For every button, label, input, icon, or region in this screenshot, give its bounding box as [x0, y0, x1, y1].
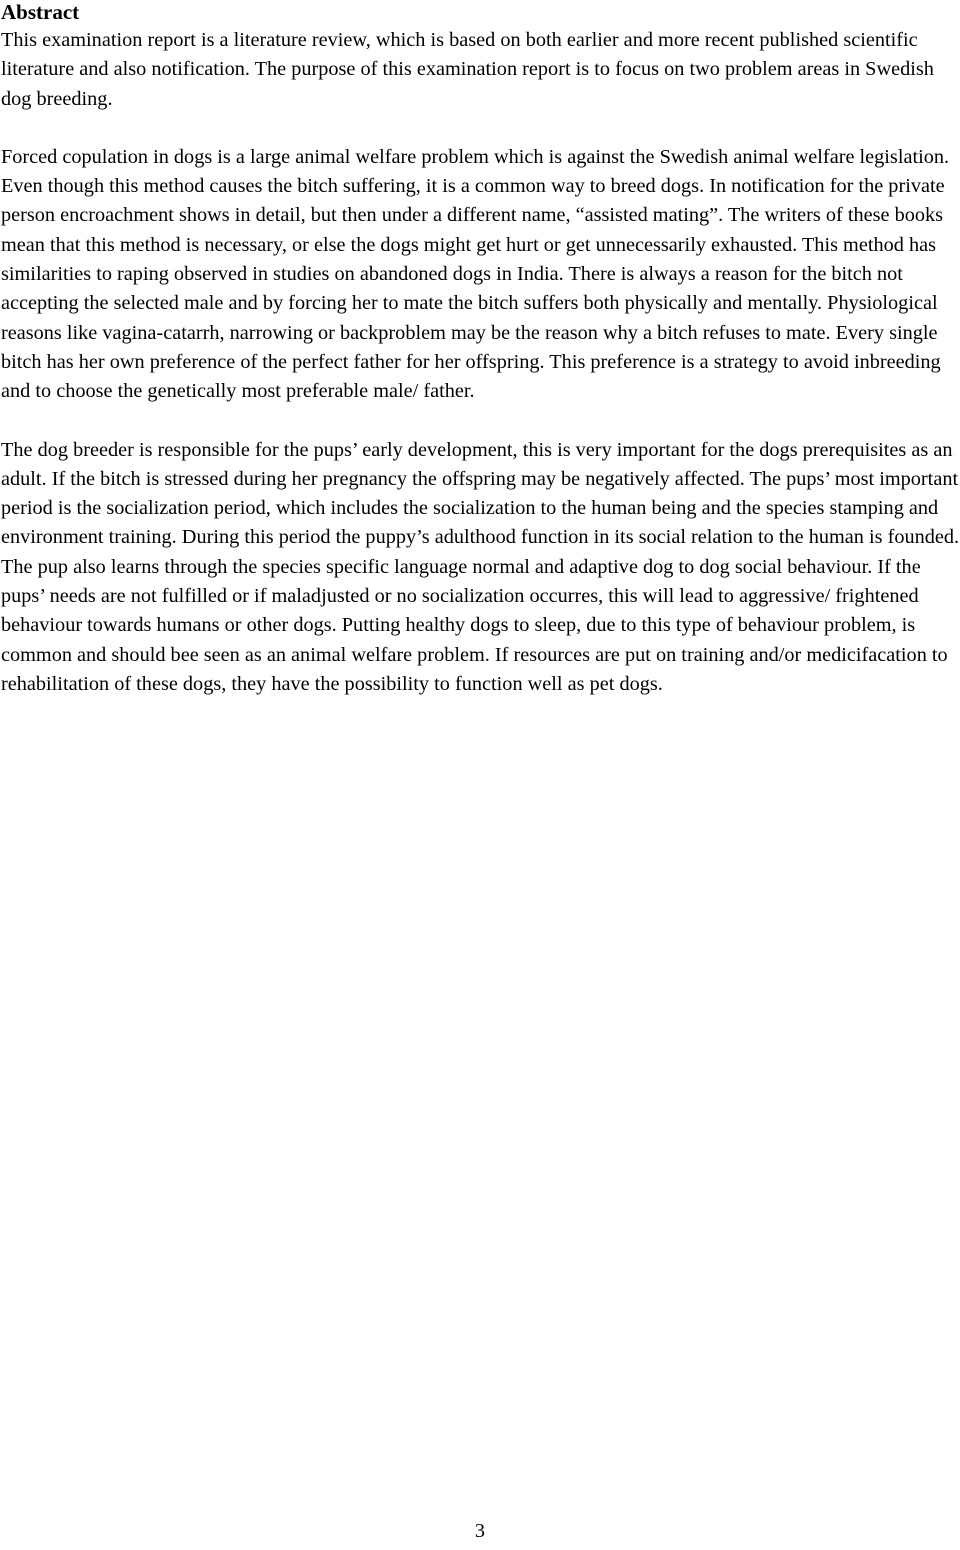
- page-number: 3: [474, 1520, 486, 1542]
- document-body: [1, 0, 960, 699]
- abstract-paragraph-socialization: The dog breeder is responsible for the pups’ early development, this is very important for the dogs prerequisites as an adult. If the bitch is stressed during her pregnancy the offspring may be negatively affected. The pups’ most important period is the socialization period, which includes the socialization to the human being and the species stamping and environment training. During this period the puppy’s adulthood function in its social relation to the human is founded. The pup also learns through the species specific language normal and adaptive dog to dog social behaviour. If the pups’ needs are not fulfilled or if maladjusted or no socialization occurres, this will lead to aggressive/ frightened behaviour towards humans or other dogs. Putting healthy dogs to sleep, due to this type of behaviour problem, is common and should bee seen as an animal welfare problem. If resources are put on training and/or medicifacation to rehabilitation of these dogs, they have the possibility to function well as pet dogs.: [1, 438, 960, 695]
- abstract-paragraph-forced-copulation: Forced copulation in dogs is a large animal welfare problem which is against the Swedish animal welfare legislation. Even though this method causes the bitch suffering, it is a common way to breed dogs. In notification for the private person encroachment shows in detail, but then under a different name, “assisted mating”. The writers of these books mean that this method is necessary, or else the dogs might get hurt or get unnecessarily exhausted. This method has similarities to raping observed in studies on abandoned dogs in India. There is always a reason for the bitch not accepting the selected male and by forcing her to mate the bitch suffers both physically and mentally. Physiological reasons like vagina-catarrh, narrowing or backproblem may be the reason why a bitch refuses to mate. Every single bitch has her own preference of the perfect father for her offspring. This preference is a strategy to avoid inbreeding and to choose the genetically most preferable male/ father.: [1, 145, 950, 403]
- abstract-heading: Abstract: [1, 0, 80, 24]
- abstract-paragraph-intro: This examination report is a literature review, which is based on both earlier and more recent published scientific literature and also notification. The purpose of this examination report is to focus on two problem areas in Swedish dog breeding.: [1, 29, 934, 110]
